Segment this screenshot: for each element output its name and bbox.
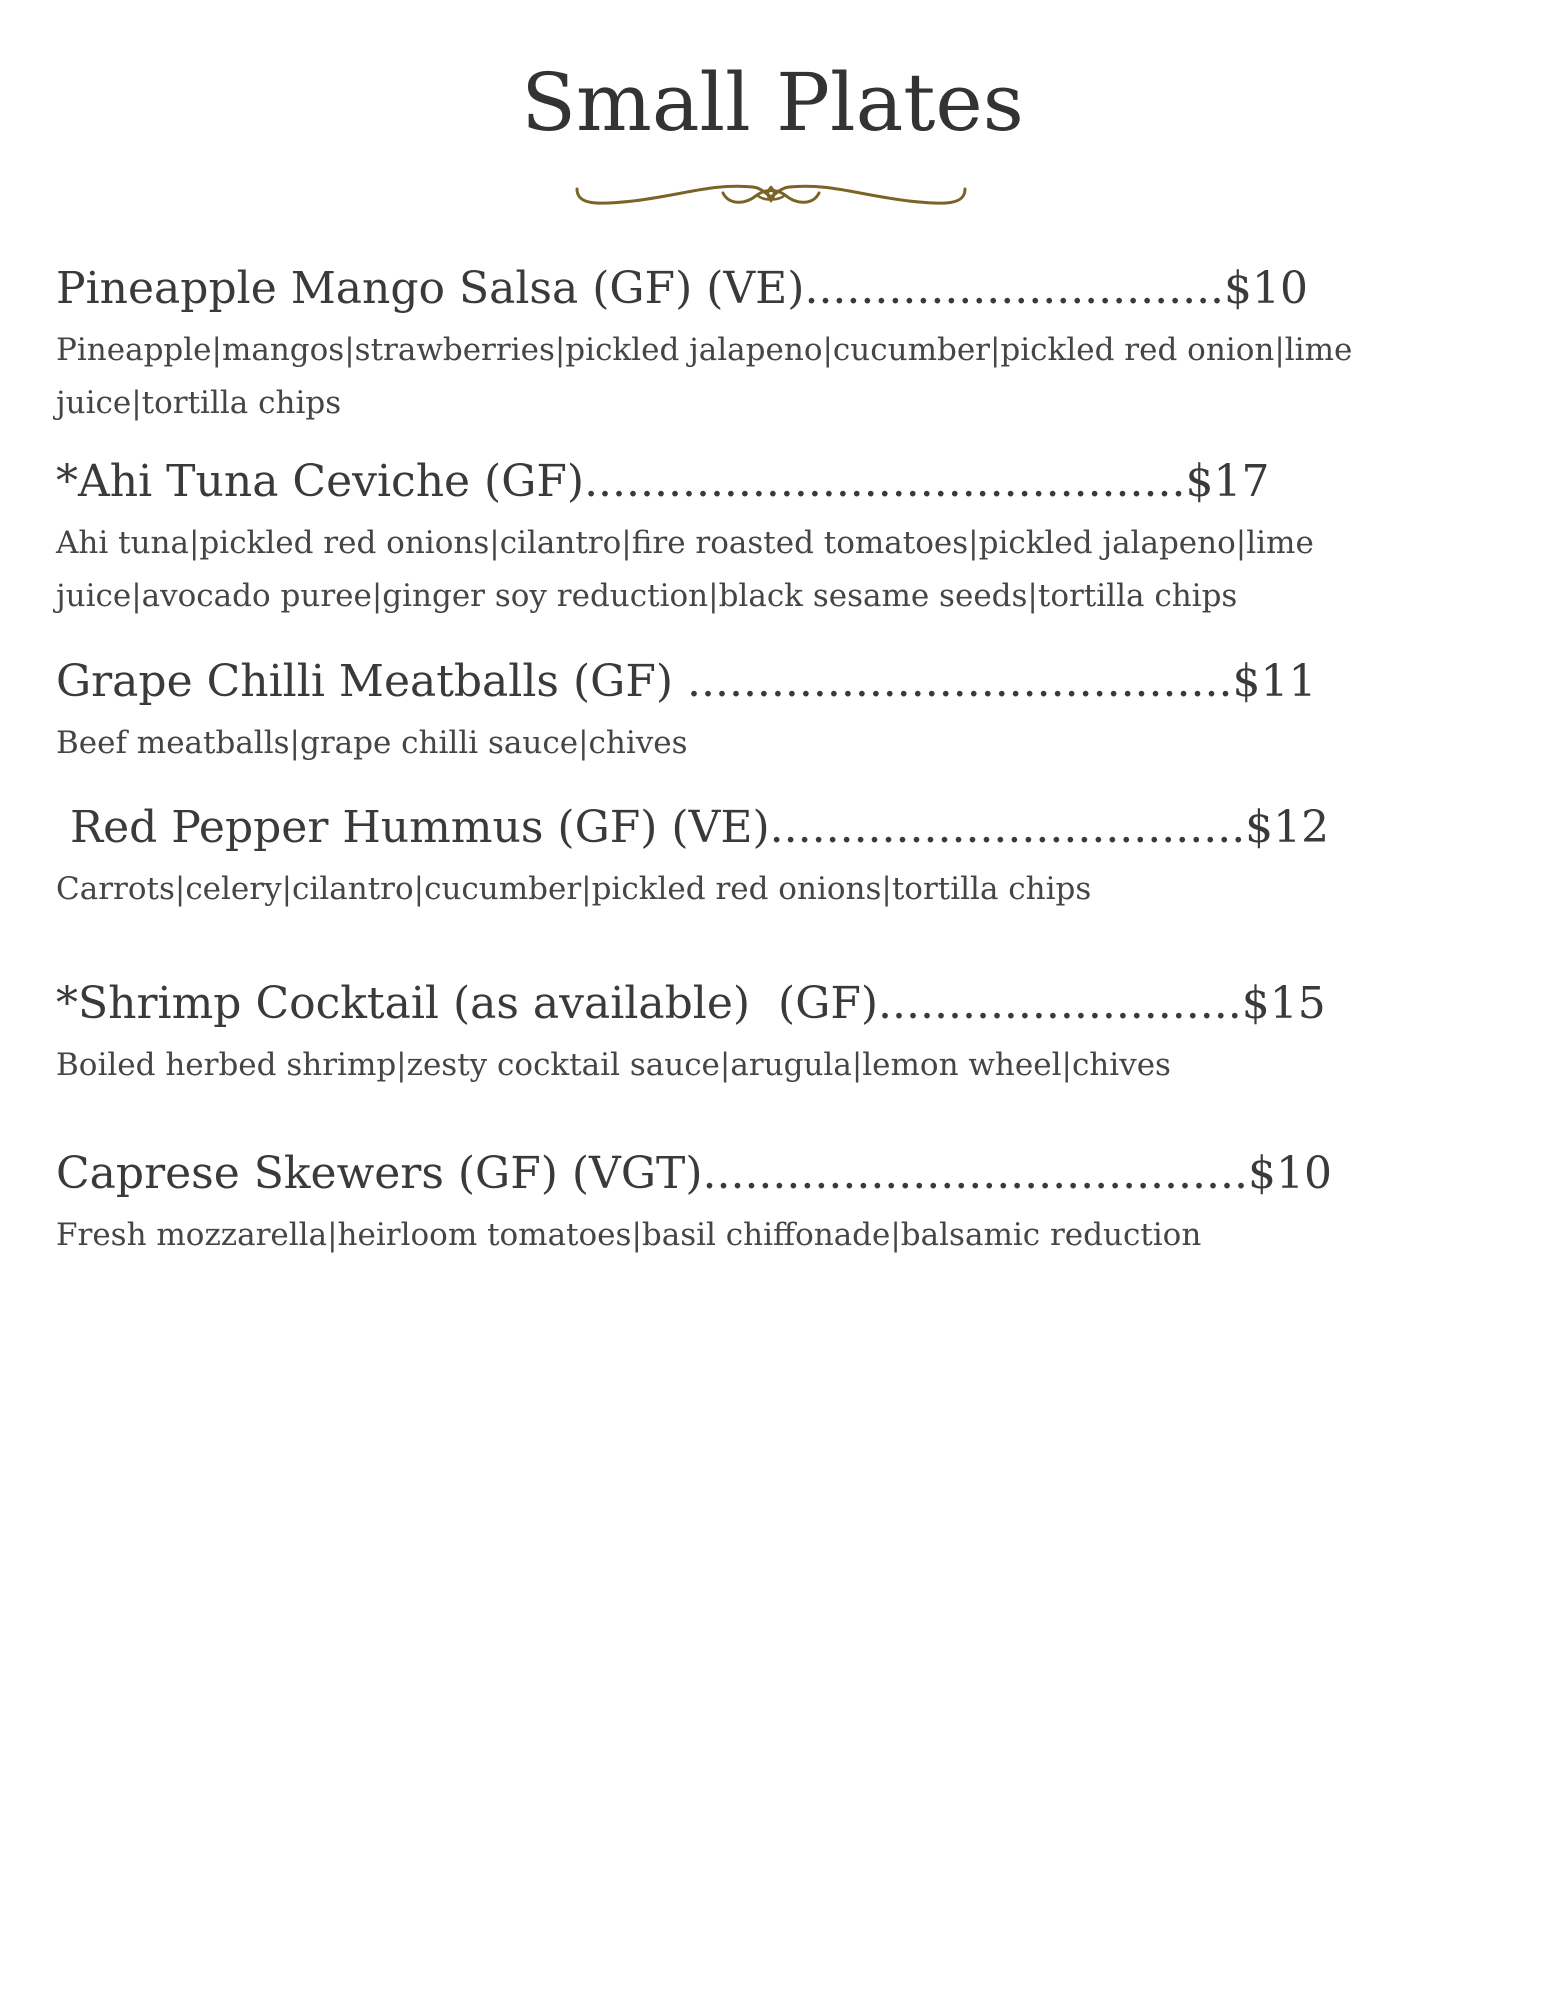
item-description: Fresh mozzarella|heirloom tomatoes|basil chiffonade|balsamic reduction	[56, 1217, 1202, 1253]
flourish-divider-icon	[573, 175, 969, 215]
page-title: Small Plates	[521, 56, 1024, 149]
menu-item-grape-chilli-meatballs	[56, 655, 1496, 770]
item-name: *Ahi Tuna Ceviche (GF)...........................................$17	[56, 456, 1270, 507]
item-name: *Shrimp Cocktail (as available) (GF)..........................$15	[56, 978, 1326, 1029]
menu-item-red-pepper-hummus	[56, 801, 1496, 916]
menu-item-caprese-skewers	[56, 1147, 1496, 1262]
item-description: Boiled herbed shrimp|zesty cocktail sauce|arugula|lemon wheel|chives	[56, 1047, 1171, 1083]
item-description: Pineapple|mangos|strawberries|pickled jalapeno|cucumber|pickled red onion|lime juice|tortilla chips	[56, 332, 1353, 421]
item-name: Grape Chilli Meatballs (GF) .......................................$11	[56, 656, 1317, 707]
item-description: Beef meatballs|grape chilli sauce|chives	[56, 725, 688, 761]
menu-item-ahi-tuna-ceviche	[56, 455, 1496, 623]
menu-item-shrimp-cocktail	[56, 977, 1496, 1092]
item-description: Ahi tuna|pickled red onions|cilantro|fire roasted tomatoes|pickled jalapeno|lime juice|avocado puree|ginger soy reduction|black sesame seeds|tortilla chips	[56, 525, 1314, 614]
menu-item-pineapple-mango-salsa	[56, 262, 1496, 430]
item-name: Caprese Skewers (GF) (VGT).......................................$10	[56, 1148, 1332, 1199]
item-description: Carrots|celery|cilantro|cucumber|pickled red onions|tortilla chips	[56, 871, 1092, 907]
item-name: Red Pepper Hummus (GF) (VE)..................................$12	[56, 802, 1330, 853]
item-name: Pineapple Mango Salsa (GF) (VE)..............................$10	[56, 263, 1309, 314]
